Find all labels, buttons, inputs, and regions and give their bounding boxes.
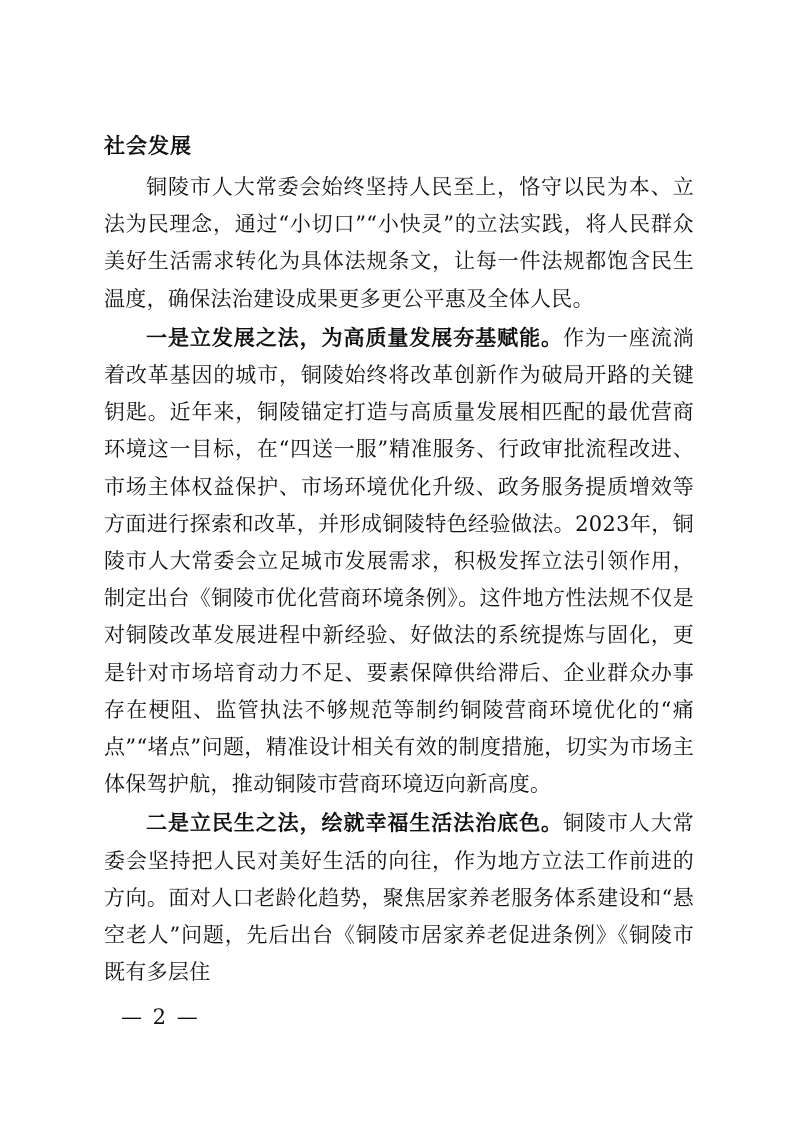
paragraph-livelihood-law <box>104 804 694 991</box>
paragraph-text: 作为一座流淌着改革基因的城市，铜陵始终将改革创新作为破局开路的关键钥匙。近年来，铜陵锚定打造与高质量发展相匹配的最优营商环境这一目标，在“四送一服”精准服务、行政审批流程改进、市场主体权益保护、市场环境优化升级、政务服务提质增效等方面进行探索和改革，并形成铜陵特色经验做法。2023年，铜陵市人大常委会立足城市发展需求，积极发挥立法引领作用，制定出台《铜陵市优化营商环境条例》。这件地方性法规不仅是对铜陵改革发展进程中新经验、好做法的系统提炼与固化，更是针对市场培育动力不足、要素保障供给滞后、企业群众办事存在梗阻、监管执法不够规范等制约铜陵营商环境优化的“痛点”“堵点”问题，精准设计相关有效的制度措施，切实为市场主体保驾护航，推动铜陵市营商环境迈向新高度。 <box>104 325 694 797</box>
page-number: — 2 — <box>121 1005 200 1029</box>
paragraph-lead: 二是立民生之法，绘就幸福生活法治底色。 <box>146 810 563 836</box>
paragraph-text: 铜陵市人大常委会坚持把人民对美好生活的向往，作为地方立法工作前进的方向。面对人口老龄化趋势，聚焦居家养老服务体系建设和“悬空老人”问题，先后出台《铜陵市居家养老促进条例》《铜陵市既有多层住 <box>104 811 694 985</box>
paragraph-intro <box>104 168 694 318</box>
section-heading: 社会发展 <box>104 134 192 158</box>
paragraph-development-law <box>104 319 694 804</box>
paragraph-lead: 一是立发展之法，为高质量发展夯基赋能。 <box>146 324 563 350</box>
paragraph-text: 铜陵市人大常委会始终坚持人民至上，恪守以民为本、立法为民理念，通过“小切口”“小快灵”的立法实践，将人民群众美好生活需求转化为具体法规条文，让每一件法规都饱含民生温度，确保法治建设成果更多更公平惠及全体人民。 <box>104 175 694 311</box>
body-text <box>104 168 694 991</box>
